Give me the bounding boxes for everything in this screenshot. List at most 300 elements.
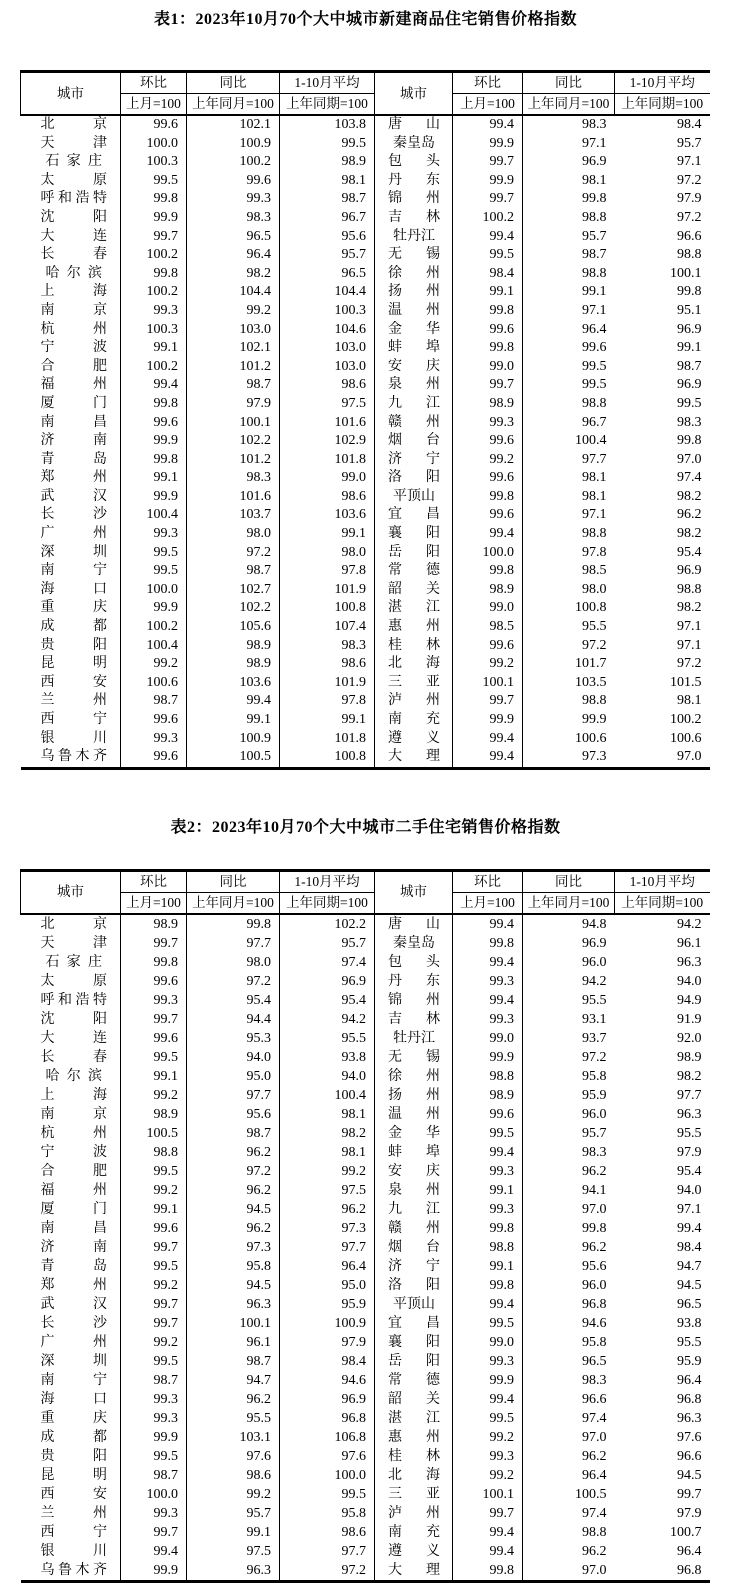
avg-value: 94.7 <box>677 1258 702 1274</box>
mom-value: 98.9 <box>453 581 523 600</box>
city-cell <box>375 1067 453 1086</box>
avg-value: 99.7 <box>677 1486 702 1502</box>
avg-value: 97.1 <box>677 637 702 653</box>
mom-value: 99.6 <box>453 637 523 656</box>
city-cell <box>375 1447 453 1466</box>
mom-value: 99.4 <box>453 1542 523 1561</box>
mom-value: 100.5 <box>121 1124 187 1143</box>
table-row <box>21 674 710 693</box>
yoy-value: 94.0 <box>187 1048 280 1067</box>
city-cell <box>375 190 453 209</box>
city-cell <box>375 1029 453 1048</box>
column-header-mom: 环比 <box>453 870 523 892</box>
avg-value: 97.2 <box>677 656 702 672</box>
city-name: 丹 东 <box>388 973 440 989</box>
city-cell <box>21 451 121 470</box>
mom-value: 99.9 <box>453 711 523 730</box>
avg-value: 96.2 <box>280 1200 375 1219</box>
column-header-yoy: 同比 <box>523 870 615 892</box>
city-name: 桂 林 <box>388 637 440 653</box>
yoy-value: 95.6 <box>187 1105 280 1124</box>
city-name: 武 汉 <box>40 1296 107 1312</box>
city-name: 兰 州 <box>40 693 107 709</box>
mom-value: 98.9 <box>453 395 523 414</box>
mom-value: 100.0 <box>453 544 523 563</box>
yoy-value: 96.2 <box>187 1181 280 1200</box>
city-name: 牡 丹 江 <box>393 1030 435 1046</box>
city-cell <box>375 599 453 618</box>
mom-value: 99.8 <box>453 562 523 581</box>
yoy-value: 95.7 <box>187 1504 280 1523</box>
yoy-value: 103.0 <box>187 321 280 340</box>
mom-value: 99.6 <box>121 972 187 991</box>
mom-value: 99.5 <box>121 1257 187 1276</box>
city-cell <box>21 209 121 228</box>
column-subheader-avg-base: 上年同期=100 <box>280 94 375 116</box>
city-cell <box>21 730 121 749</box>
table-row <box>21 1390 710 1409</box>
avg-value: 98.2 <box>280 1124 375 1143</box>
city-name: 南 宁 <box>40 1372 107 1388</box>
city-cell <box>21 1162 121 1181</box>
city-cell <box>375 1105 453 1124</box>
yoy-value: 95.5 <box>187 1409 280 1428</box>
mom-value: 99.4 <box>453 525 523 544</box>
city-cell <box>21 432 121 451</box>
city-cell <box>21 1105 121 1124</box>
mom-value: 99.2 <box>453 1428 523 1447</box>
mom-value: 99.5 <box>121 1048 187 1067</box>
mom-value: 98.7 <box>121 1371 187 1390</box>
yoy-value: 97.6 <box>187 1447 280 1466</box>
mom-value: 99.7 <box>121 1523 187 1542</box>
city-cell <box>21 748 121 768</box>
mom-value: 99.5 <box>453 1124 523 1143</box>
table-row <box>21 934 710 953</box>
table-row <box>21 1466 710 1485</box>
avg-value: 97.6 <box>280 1447 375 1466</box>
city-cell <box>375 581 453 600</box>
yoy-value: 93.1 <box>523 1010 615 1029</box>
city-cell <box>21 1428 121 1447</box>
mom-value: 99.9 <box>121 1428 187 1447</box>
mom-value: 99.5 <box>121 1447 187 1466</box>
yoy-value: 97.0 <box>523 1428 615 1447</box>
city-cell <box>21 283 121 302</box>
city-cell <box>21 1086 121 1105</box>
city-cell <box>375 1485 453 1504</box>
city-cell <box>21 1257 121 1276</box>
city-name: 南 充 <box>388 712 440 727</box>
column-subheader-mom-base: 上月=100 <box>453 94 523 116</box>
avg-value: 98.2 <box>677 488 702 504</box>
city-cell <box>21 1067 121 1086</box>
city-cell <box>375 1523 453 1542</box>
avg-value: 97.7 <box>280 1238 375 1257</box>
city-name: 丹 东 <box>388 172 440 188</box>
city-cell <box>21 1029 121 1048</box>
yoy-value: 94.7 <box>187 1371 280 1390</box>
yoy-value: 96.0 <box>523 1105 615 1124</box>
table-body <box>21 914 710 1582</box>
city-name: 常 德 <box>388 1372 440 1388</box>
city-cell <box>375 637 453 656</box>
city-cell <box>21 637 121 656</box>
yoy-value: 97.1 <box>523 506 615 525</box>
avg-value: 98.8 <box>677 247 702 263</box>
avg-value: 98.2 <box>677 1068 702 1084</box>
yoy-value: 99.8 <box>523 190 615 209</box>
city-cell <box>21 1238 121 1257</box>
city-cell <box>375 1466 453 1485</box>
mom-value: 99.5 <box>121 1352 187 1371</box>
table-row <box>21 1048 710 1067</box>
table-row <box>21 339 710 358</box>
mom-value: 99.1 <box>121 1200 187 1219</box>
table-row <box>21 190 710 209</box>
city-cell <box>375 451 453 470</box>
avg-value: 98.4 <box>280 1352 375 1371</box>
city-cell <box>375 934 453 953</box>
mom-value: 100.3 <box>121 153 187 172</box>
column-subheader-yoy-base: 上年同月=100 <box>523 892 615 914</box>
table-row <box>21 972 710 991</box>
column-header-yoy: 同比 <box>523 72 615 94</box>
mom-value: 99.3 <box>453 1447 523 1466</box>
table-row <box>21 1409 710 1428</box>
city-cell <box>21 1181 121 1200</box>
new-home-price-index-table <box>20 70 710 770</box>
avg-value: 96.9 <box>280 972 375 991</box>
avg-value: 98.1 <box>280 1105 375 1124</box>
city-name: 上 海 <box>40 1087 107 1103</box>
mom-value: 99.4 <box>453 1523 523 1542</box>
mom-value: 99.8 <box>453 1276 523 1295</box>
avg-value: 97.0 <box>677 451 702 467</box>
table-row <box>21 321 710 340</box>
yoy-value: 103.7 <box>187 506 280 525</box>
city-cell <box>375 711 453 730</box>
city-name: 襄 阳 <box>388 1334 440 1350</box>
city-name: 三 亚 <box>388 1486 440 1502</box>
city-name: 洛 阳 <box>388 470 440 486</box>
yoy-value: 96.9 <box>523 153 615 172</box>
city-name: 银 川 <box>40 730 107 746</box>
yoy-value: 96.3 <box>187 1295 280 1314</box>
avg-value: 96.3 <box>677 954 702 970</box>
city-name: 合 肥 <box>40 358 107 374</box>
table-row <box>21 153 710 172</box>
city-cell <box>375 506 453 525</box>
avg-value: 97.6 <box>677 1429 702 1445</box>
yoy-value: 97.7 <box>187 934 280 953</box>
city-name: 乌 鲁 木 齐 <box>40 1562 107 1578</box>
yoy-value: 98.7 <box>187 562 280 581</box>
city-cell <box>21 1485 121 1504</box>
city-cell <box>21 395 121 414</box>
avg-value: 106.8 <box>280 1428 375 1447</box>
mom-value: 99.7 <box>121 934 187 953</box>
table1-title: 表1：2023年10月70个大中城市新建商品住宅销售价格指数 <box>153 11 577 28</box>
yoy-value: 98.3 <box>187 469 280 488</box>
avg-value: 98.1 <box>280 172 375 191</box>
column-subheader-yoy-base: 上年同月=100 <box>187 94 280 116</box>
city-name: 南 京 <box>40 1106 107 1122</box>
city-name: 沈 阳 <box>40 209 107 225</box>
mom-value: 99.8 <box>121 265 187 284</box>
table-row <box>21 488 710 507</box>
city-cell <box>375 1542 453 1561</box>
yoy-value: 99.6 <box>523 339 615 358</box>
yoy-value: 100.9 <box>187 135 280 154</box>
table-row <box>21 562 710 581</box>
city-cell <box>21 339 121 358</box>
avg-value: 104.4 <box>280 283 375 302</box>
city-cell <box>21 1010 121 1029</box>
column-header-avg: 1-10月平均 <box>280 72 375 94</box>
avg-value: 94.2 <box>280 1010 375 1029</box>
city-cell <box>21 1523 121 1542</box>
city-cell <box>375 692 453 711</box>
mom-value: 99.2 <box>453 451 523 470</box>
city-name: 济 南 <box>40 1239 107 1255</box>
yoy-value: 96.0 <box>523 1276 615 1295</box>
avg-value: 101.9 <box>280 581 375 600</box>
yoy-value: 98.3 <box>187 209 280 228</box>
avg-value: 95.7 <box>677 135 702 151</box>
city-name: 呼 和 浩 特 <box>40 191 107 207</box>
mom-value: 98.7 <box>121 1466 187 1485</box>
yoy-value: 96.2 <box>523 1447 615 1466</box>
city-cell <box>21 1390 121 1409</box>
city-name: 北 海 <box>388 656 440 672</box>
city-cell <box>375 1200 453 1219</box>
table-row <box>21 1295 710 1314</box>
column-subheader-mom-base: 上月=100 <box>121 94 187 116</box>
city-name: 三 亚 <box>388 674 440 690</box>
avg-value: 97.4 <box>677 470 702 486</box>
mom-value: 99.3 <box>453 1200 523 1219</box>
city-cell <box>375 1124 453 1143</box>
avg-value: 99.1 <box>280 711 375 730</box>
avg-value: 103.0 <box>280 339 375 358</box>
table-row <box>21 1162 710 1181</box>
city-name: 金 华 <box>388 321 440 337</box>
mom-value: 99.6 <box>121 711 187 730</box>
yoy-value: 100.2 <box>187 153 280 172</box>
yoy-value: 97.4 <box>523 1409 615 1428</box>
avg-value: 98.4 <box>677 1239 702 1255</box>
city-name: 烟 台 <box>388 433 440 449</box>
avg-value: 100.8 <box>280 748 375 768</box>
mom-value: 99.9 <box>453 172 523 191</box>
yoy-value: 95.6 <box>523 1257 615 1276</box>
column-subheader-yoy-base: 上年同月=100 <box>523 94 615 116</box>
city-cell <box>375 1295 453 1314</box>
table-row <box>21 1371 710 1390</box>
avg-value: 103.0 <box>280 358 375 377</box>
city-name: 天 津 <box>40 135 107 151</box>
city-cell <box>21 1352 121 1371</box>
avg-value: 96.5 <box>677 1296 702 1312</box>
table-row <box>21 730 710 749</box>
city-name: 常 德 <box>388 563 440 579</box>
city-name: 扬 州 <box>388 284 440 300</box>
yoy-value: 96.5 <box>187 228 280 247</box>
yoy-value: 98.7 <box>523 246 615 265</box>
city-name: 南 昌 <box>40 1220 107 1236</box>
city-cell <box>375 1048 453 1067</box>
city-cell <box>375 1276 453 1295</box>
yoy-value: 96.3 <box>187 1561 280 1582</box>
city-name: 贵 阳 <box>40 1448 107 1464</box>
mom-value: 100.0 <box>121 135 187 154</box>
mom-value: 100.2 <box>121 283 187 302</box>
table-row <box>21 1105 710 1124</box>
table-header <box>21 72 710 116</box>
city-cell <box>21 1200 121 1219</box>
table-row <box>21 1523 710 1542</box>
city-cell <box>21 469 121 488</box>
yoy-value: 96.4 <box>187 246 280 265</box>
yoy-value: 99.2 <box>187 302 280 321</box>
mom-value: 100.4 <box>121 637 187 656</box>
avg-value: 97.4 <box>280 953 375 972</box>
yoy-value: 101.7 <box>523 655 615 674</box>
city-name: 桂 林 <box>388 1448 440 1464</box>
avg-value: 96.4 <box>677 1372 702 1388</box>
table-row <box>21 172 710 191</box>
yoy-value: 95.0 <box>187 1067 280 1086</box>
city-name: 金 华 <box>388 1125 440 1141</box>
yoy-value: 94.5 <box>187 1276 280 1295</box>
mom-value: 100.2 <box>453 209 523 228</box>
table-row <box>21 748 710 768</box>
city-name: 南 充 <box>388 1524 440 1540</box>
mom-value: 99.3 <box>453 1352 523 1371</box>
city-name: 唐 山 <box>388 916 440 932</box>
avg-value: 102.2 <box>280 914 375 934</box>
city-cell <box>375 228 453 247</box>
city-cell <box>375 1371 453 1390</box>
mom-value: 99.4 <box>453 730 523 749</box>
yoy-value: 99.6 <box>187 172 280 191</box>
city-name: 西 安 <box>40 1486 107 1502</box>
city-cell <box>375 674 453 693</box>
avg-value: 95.5 <box>677 1334 702 1350</box>
city-name: 深 圳 <box>40 1353 107 1369</box>
mom-value: 99.4 <box>453 1143 523 1162</box>
avg-value: 95.5 <box>677 1125 702 1141</box>
city-cell <box>375 488 453 507</box>
city-cell <box>375 914 453 934</box>
city-name: 青 岛 <box>40 451 107 467</box>
avg-value: 101.9 <box>280 674 375 693</box>
mom-value: 99.4 <box>453 115 523 135</box>
yoy-value: 97.1 <box>523 135 615 154</box>
avg-value: 95.1 <box>677 302 702 318</box>
city-name: 九 江 <box>388 1201 440 1217</box>
city-name: 重 庆 <box>40 600 107 616</box>
mom-value: 98.5 <box>453 618 523 637</box>
yoy-value: 100.1 <box>187 1314 280 1333</box>
city-name: 无 锡 <box>388 247 440 263</box>
city-cell <box>375 562 453 581</box>
city-name: 宁 波 <box>40 340 107 356</box>
mom-value: 99.6 <box>121 748 187 768</box>
yoy-value: 98.3 <box>523 1143 615 1162</box>
avg-value: 96.9 <box>677 563 702 579</box>
avg-value: 97.3 <box>280 1219 375 1238</box>
avg-value: 99.8 <box>677 284 702 300</box>
city-cell <box>375 1409 453 1428</box>
column-header-yoy: 同比 <box>187 72 280 94</box>
avg-value: 100.6 <box>670 730 702 746</box>
yoy-value: 98.8 <box>523 395 615 414</box>
yoy-value: 102.7 <box>187 581 280 600</box>
city-name: 成 都 <box>40 619 107 635</box>
column-header-avg: 1-10月平均 <box>280 870 375 892</box>
city-cell <box>375 115 453 135</box>
table-row <box>21 246 710 265</box>
mom-value: 99.2 <box>121 1181 187 1200</box>
avg-value: 107.4 <box>280 618 375 637</box>
avg-value: 99.5 <box>677 395 702 411</box>
yoy-value: 97.0 <box>523 1561 615 1582</box>
avg-value: 94.5 <box>677 1467 702 1483</box>
avg-value: 96.8 <box>280 1409 375 1428</box>
city-cell <box>375 1219 453 1238</box>
yoy-value: 95.7 <box>523 1124 615 1143</box>
city-name: 天 津 <box>40 935 107 951</box>
yoy-value: 98.6 <box>187 1466 280 1485</box>
city-cell <box>375 1086 453 1105</box>
yoy-value: 99.1 <box>187 1523 280 1542</box>
avg-value: 98.6 <box>280 1523 375 1542</box>
city-cell <box>21 1371 121 1390</box>
yoy-value: 100.9 <box>187 730 280 749</box>
city-name: 无 锡 <box>388 1049 440 1065</box>
city-cell <box>21 115 121 135</box>
city-cell <box>21 991 121 1010</box>
table-row <box>21 283 710 302</box>
city-name: 平 顶 山 <box>393 1296 435 1312</box>
avg-value: 96.3 <box>677 1410 702 1426</box>
yoy-value: 99.4 <box>187 692 280 711</box>
avg-value: 103.6 <box>280 506 375 525</box>
avg-value: 94.0 <box>280 1067 375 1086</box>
mom-value: 99.2 <box>453 1466 523 1485</box>
mom-value: 99.7 <box>121 1314 187 1333</box>
table-row <box>21 711 710 730</box>
city-name: 徐 州 <box>388 1068 440 1084</box>
avg-value: 97.9 <box>280 1333 375 1352</box>
city-name: 吉 林 <box>388 209 440 225</box>
yoy-value: 100.1 <box>187 414 280 433</box>
mom-value: 99.8 <box>121 451 187 470</box>
yoy-value: 96.2 <box>523 1162 615 1181</box>
avg-value: 98.6 <box>280 488 375 507</box>
yoy-value: 98.1 <box>523 469 615 488</box>
city-name: 大 连 <box>40 228 107 244</box>
yoy-value: 101.2 <box>187 451 280 470</box>
city-name: 厦 门 <box>40 395 107 411</box>
yoy-value: 97.9 <box>187 395 280 414</box>
city-name: 杭 州 <box>40 321 107 337</box>
city-cell <box>21 190 121 209</box>
city-cell <box>21 1048 121 1067</box>
column-subheader-avg-base: 上年同期=100 <box>615 94 710 116</box>
